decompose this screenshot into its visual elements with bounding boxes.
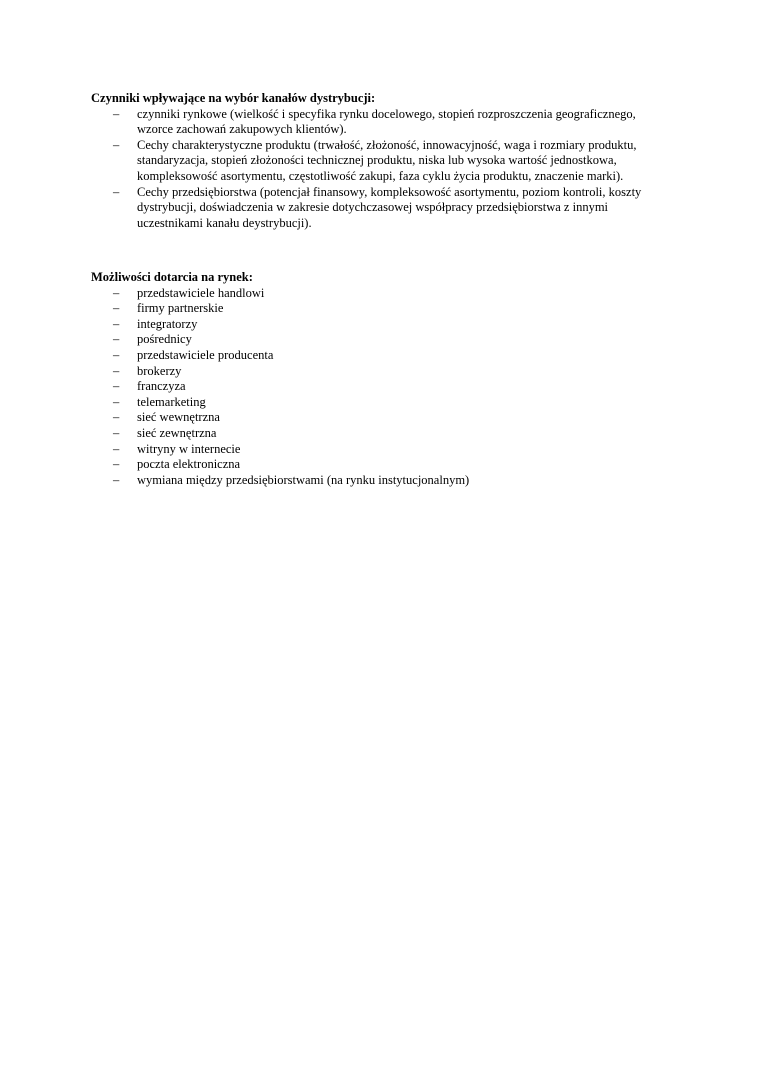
list-item-text: sieć zewnętrzna bbox=[137, 425, 217, 440]
list-item bbox=[91, 426, 691, 442]
list-item bbox=[91, 457, 691, 473]
dash-bullet: – bbox=[113, 410, 120, 425]
list-item bbox=[91, 185, 691, 232]
list-item-text: firmy partnerskie bbox=[137, 301, 224, 316]
list-item bbox=[91, 473, 691, 489]
dash-bullet: – bbox=[113, 457, 120, 472]
list-item bbox=[91, 317, 691, 333]
list-item-text: Cechy przedsiębiorstwa (potencjał finansowy, kompleksowość asortymentu, poziom kontroli, koszty dystrybucji, doświadczenia w zakresie dotychczasowej współpracy przedsiębiorstwa z innymi uczestnikami kanału deystrybucji). bbox=[137, 184, 642, 230]
dash-bullet: – bbox=[113, 425, 120, 440]
list-item bbox=[91, 379, 691, 395]
dash-bullet: – bbox=[113, 379, 120, 394]
list-item-text: franczyza bbox=[137, 379, 186, 394]
list-item-text: wymiana między przedsiębiorstwami (na rynku instytucjonalnym) bbox=[137, 472, 470, 487]
list-item bbox=[91, 348, 691, 364]
dash-bullet: – bbox=[113, 301, 120, 316]
dash-bullet: – bbox=[113, 441, 120, 456]
list-item-text: Cechy charakterystyczne produktu (trwałość, złożoność, innowacyjność, waga i rozmiary produktu, standaryzacja, stopień złożoności technicznej produktu, niska lub wysoka wartość jednostkowa, kompleksowość asortymentu, częstotliwość zakupi, faza cyklu życia produktu, znaczenie marki). bbox=[137, 137, 637, 183]
dash-bullet: – bbox=[113, 316, 120, 331]
section-heading: Czynniki wpływające na wybór kanałów dystrybucji: bbox=[91, 91, 376, 105]
list-item bbox=[91, 286, 691, 302]
list-item-text: integratorzy bbox=[137, 316, 198, 331]
list-item bbox=[91, 364, 691, 380]
list-item-text: przedstawiciele handlowi bbox=[137, 285, 265, 300]
list-item-text: sieć wewnętrzna bbox=[137, 410, 220, 425]
dash-bullet: – bbox=[113, 394, 120, 409]
market-access-list bbox=[91, 286, 691, 489]
dash-bullet: – bbox=[113, 285, 120, 300]
factors-list bbox=[91, 107, 691, 232]
dash-bullet: – bbox=[113, 332, 120, 347]
list-item-text: czynniki rynkowe (wielkość i specyfika rynku docelowego, stopień rozproszczenia geograficznego, wzorce zachowań zakupowych klientów). bbox=[137, 106, 636, 137]
market-access-section bbox=[91, 270, 691, 488]
list-item-text: telemarketing bbox=[137, 394, 206, 409]
list-item-text: brokerzy bbox=[137, 363, 182, 378]
list-item bbox=[91, 410, 691, 426]
list-item bbox=[91, 442, 691, 458]
list-item bbox=[91, 332, 691, 348]
list-item bbox=[91, 301, 691, 317]
list-item-text: witryny w internecie bbox=[137, 441, 241, 456]
dash-bullet: – bbox=[113, 472, 120, 487]
list-item bbox=[91, 395, 691, 411]
dash-bullet: – bbox=[113, 184, 120, 199]
dash-bullet: – bbox=[113, 137, 120, 152]
list-item bbox=[91, 107, 691, 138]
list-item-text: przedstawiciele producenta bbox=[137, 347, 274, 362]
list-item-text: pośrednicy bbox=[137, 332, 192, 347]
section-heading: Możliwości dotarcia na rynek: bbox=[91, 270, 253, 284]
list-item bbox=[91, 138, 691, 185]
dash-bullet: – bbox=[113, 347, 120, 362]
dash-bullet: – bbox=[113, 106, 120, 121]
distribution-factors-section bbox=[91, 91, 691, 231]
list-item-text: poczta elektroniczna bbox=[137, 457, 241, 472]
dash-bullet: – bbox=[113, 363, 120, 378]
